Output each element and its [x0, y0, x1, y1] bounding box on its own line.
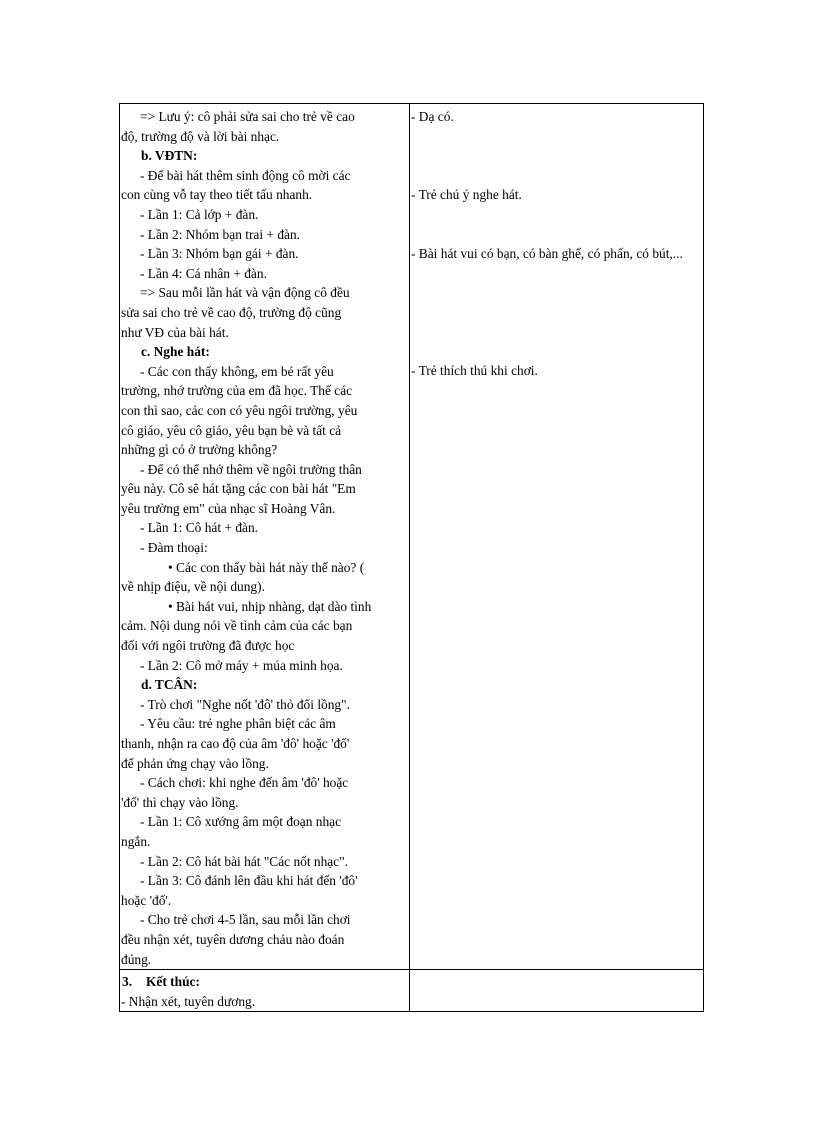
text-line: - Đàm thoại: — [140, 540, 208, 556]
child-response-4: - Trẻ thích thú khi chơi. — [411, 363, 538, 378]
section-heading-nghe-hat: c. Nghe hát: — [141, 344, 210, 360]
text-line: về nhịp điệu, về nội dung). — [121, 579, 265, 595]
section-heading-tcan: d. TCÂN: — [141, 677, 198, 693]
bullet-line: • Các con thấy bài hát này thế nào? ( — [168, 559, 365, 575]
child-response-3: - Bài hát vui có bạn, có bàn ghế, có phấn, có bút,... — [411, 246, 683, 261]
section-heading-vdtn: b. VĐTN: — [141, 148, 198, 164]
text-line: - Cho trẻ chơi 4-5 lần, sau mỗi lần chơi — [140, 912, 351, 928]
text-line: - Cách chơi: khi nghe đến âm 'đô' hoặc — [140, 775, 349, 791]
text-line: 'đố' thì chạy vào lồng. — [121, 794, 239, 810]
text-line: - Lần 1: Cô xướng âm một đoạn nhạc — [140, 814, 342, 830]
text-line: - Lần 1: Cô hát + đàn. — [140, 520, 258, 536]
text-line: - Lần 2: Cô mở máy + múa minh họa. — [140, 657, 343, 673]
text-line: sửa sai cho trẻ về cao độ, trường độ cũng — [121, 304, 342, 320]
text-line: thanh, nhận ra cao độ của âm 'đô' hoặc 'đố' — [121, 736, 350, 751]
text-line: - Trò chơi "Nghe nốt 'đô' thỏ đổi lồng". — [140, 696, 350, 712]
note-line: => Sau mỗi lần hát và vận động cô đều — [140, 285, 350, 301]
text-line: đối với ngôi trường đã được học — [121, 638, 295, 654]
text-line: trường, nhớ trường của em đã học. Thế các — [121, 383, 353, 399]
text-line: - Yêu cầu: trẻ nghe phân biệt các âm — [140, 716, 336, 732]
text-line: ngắn. — [121, 833, 151, 849]
text-line: - Lần 1: Cả lớp + đàn. — [140, 206, 259, 222]
finish-number: 3. — [122, 974, 133, 990]
finish-heading — [120, 970, 409, 992]
finish-cell — [120, 970, 410, 1012]
text-line: để phản ứng chạy vào lồng. — [121, 755, 269, 771]
text-line: - Lần 3: Cô đánh lên đầu khi hát đến 'đô' — [140, 873, 358, 889]
lesson-table — [119, 103, 704, 1012]
text-line: hoặc 'đố'. — [121, 892, 172, 908]
finish-heading-text: Kết thúc: — [146, 974, 200, 990]
note-line: độ, trường độ và lời bài nhạc. — [121, 128, 280, 144]
finish-row — [120, 970, 704, 1012]
text-line: - Lần 4: Cá nhân + đàn. — [140, 265, 267, 281]
text-line: cảm. Nội dung nói về tình cảm của các bạn — [121, 618, 353, 634]
finish-text: - Nhận xét, tuyên dương. — [121, 993, 256, 1009]
child-response-1: - Dạ có. — [411, 109, 454, 124]
text-line: - Để bài hát thêm sinh động cô mời các — [140, 167, 351, 183]
text-line: - Lần 2: Nhóm bạn trai + đàn. — [140, 226, 301, 242]
text-line: cô giáo, yêu cô giáo, yêu bạn bè và tất cả — [121, 422, 342, 438]
bullet-line: • Bài hát vui, nhịp nhàng, dạt dào tình — [168, 598, 372, 614]
activity-row — [120, 104, 704, 970]
text-line: những gì có ở trường không? — [121, 442, 278, 458]
teacher-activities-cell — [120, 104, 410, 970]
text-line: đúng. — [121, 951, 152, 967]
text-line: yêu trường em" của nhạc sĩ Hoàng Vân. — [121, 500, 336, 516]
child-response-2: - Trẻ chú ý nghe hát. — [411, 187, 522, 202]
finish-empty-cell — [410, 970, 704, 1012]
text-line: yêu này. Cô sẽ hát tặng các con bài hát "Em — [121, 481, 356, 497]
text-line: như VĐ của bài hát. — [121, 324, 229, 340]
text-line: con cùng vỗ tay theo tiết tấu nhanh. — [121, 187, 313, 203]
text-line: đều nhận xét, tuyên dương cháu nào đoán — [121, 931, 345, 947]
text-line: - Để có thể nhớ thêm về ngôi trường thân — [140, 461, 362, 477]
text-line: - Lần 3: Nhóm bạn gái + đàn. — [140, 246, 299, 262]
note-line: => Lưu ý: cô phải sửa sai cho trẻ về cao — [140, 109, 355, 124]
text-line: con thì sao, các con có yêu ngôi trường, yêu — [121, 402, 358, 418]
text-line: - Lần 2: Cô hát bài hát "Các nốt nhạc". — [140, 853, 349, 869]
text-line: - Các con thấy không, em bé rất yêu — [140, 363, 334, 379]
child-activities-cell — [410, 104, 704, 970]
